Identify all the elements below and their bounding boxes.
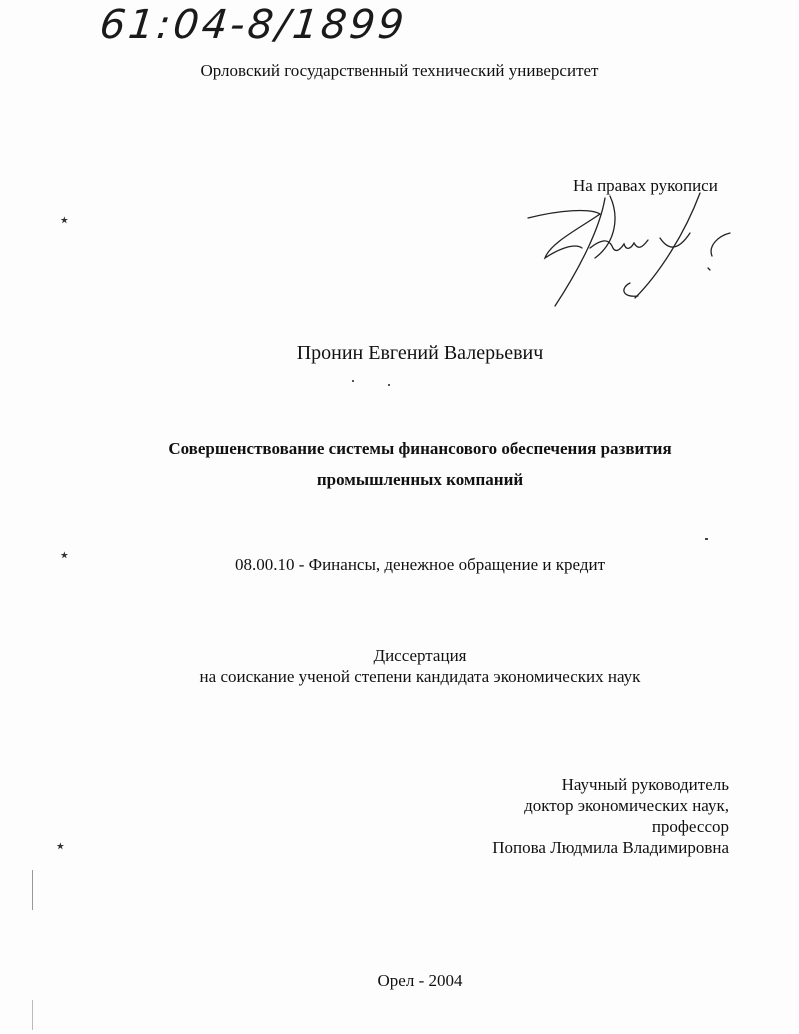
supervisor-block (492, 774, 729, 858)
author-signature (520, 188, 750, 318)
scan-dot (388, 384, 390, 386)
supervisor-rank: профессор (651, 817, 729, 836)
title-line-2: промышленных компаний (316, 470, 524, 489)
supervisor-role: Научный руководитель (561, 775, 729, 794)
degree-sought: на соискание ученой степени кандидата экономических наук (199, 667, 641, 686)
supervisor-name: Попова Людмила Владимировна (492, 838, 729, 857)
title-line-1: Совершенствование системы финансового обеспечения развития (168, 439, 672, 458)
archive-code: 61:04-8/1899 (97, 2, 409, 48)
supervisor-degree: доктор экономических наук, (524, 796, 729, 815)
city-year: Орел - 2004 (377, 971, 463, 990)
scan-mark-icon: ٭ (60, 545, 69, 564)
scan-edge-line (32, 870, 33, 910)
rights-note: На правах рукописи (573, 176, 718, 195)
scan-mark-icon: ٭ (60, 210, 69, 229)
university-name: Орловский государственный технический университет (200, 61, 599, 80)
scan-edge-line (32, 1000, 33, 1030)
scan-dot (352, 380, 354, 382)
dissertation-title (0, 433, 799, 495)
dissertation-kind (0, 645, 799, 687)
scan-mark-icon: ٭ (56, 836, 65, 855)
scan-dot (705, 538, 708, 540)
author-name: Пронин Евгений Валерьевич (296, 342, 544, 364)
dissertation-label: Диссертация (373, 646, 467, 665)
specialty-code: 08.00.10 - Финансы, денежное обращение и кредит (234, 555, 605, 574)
